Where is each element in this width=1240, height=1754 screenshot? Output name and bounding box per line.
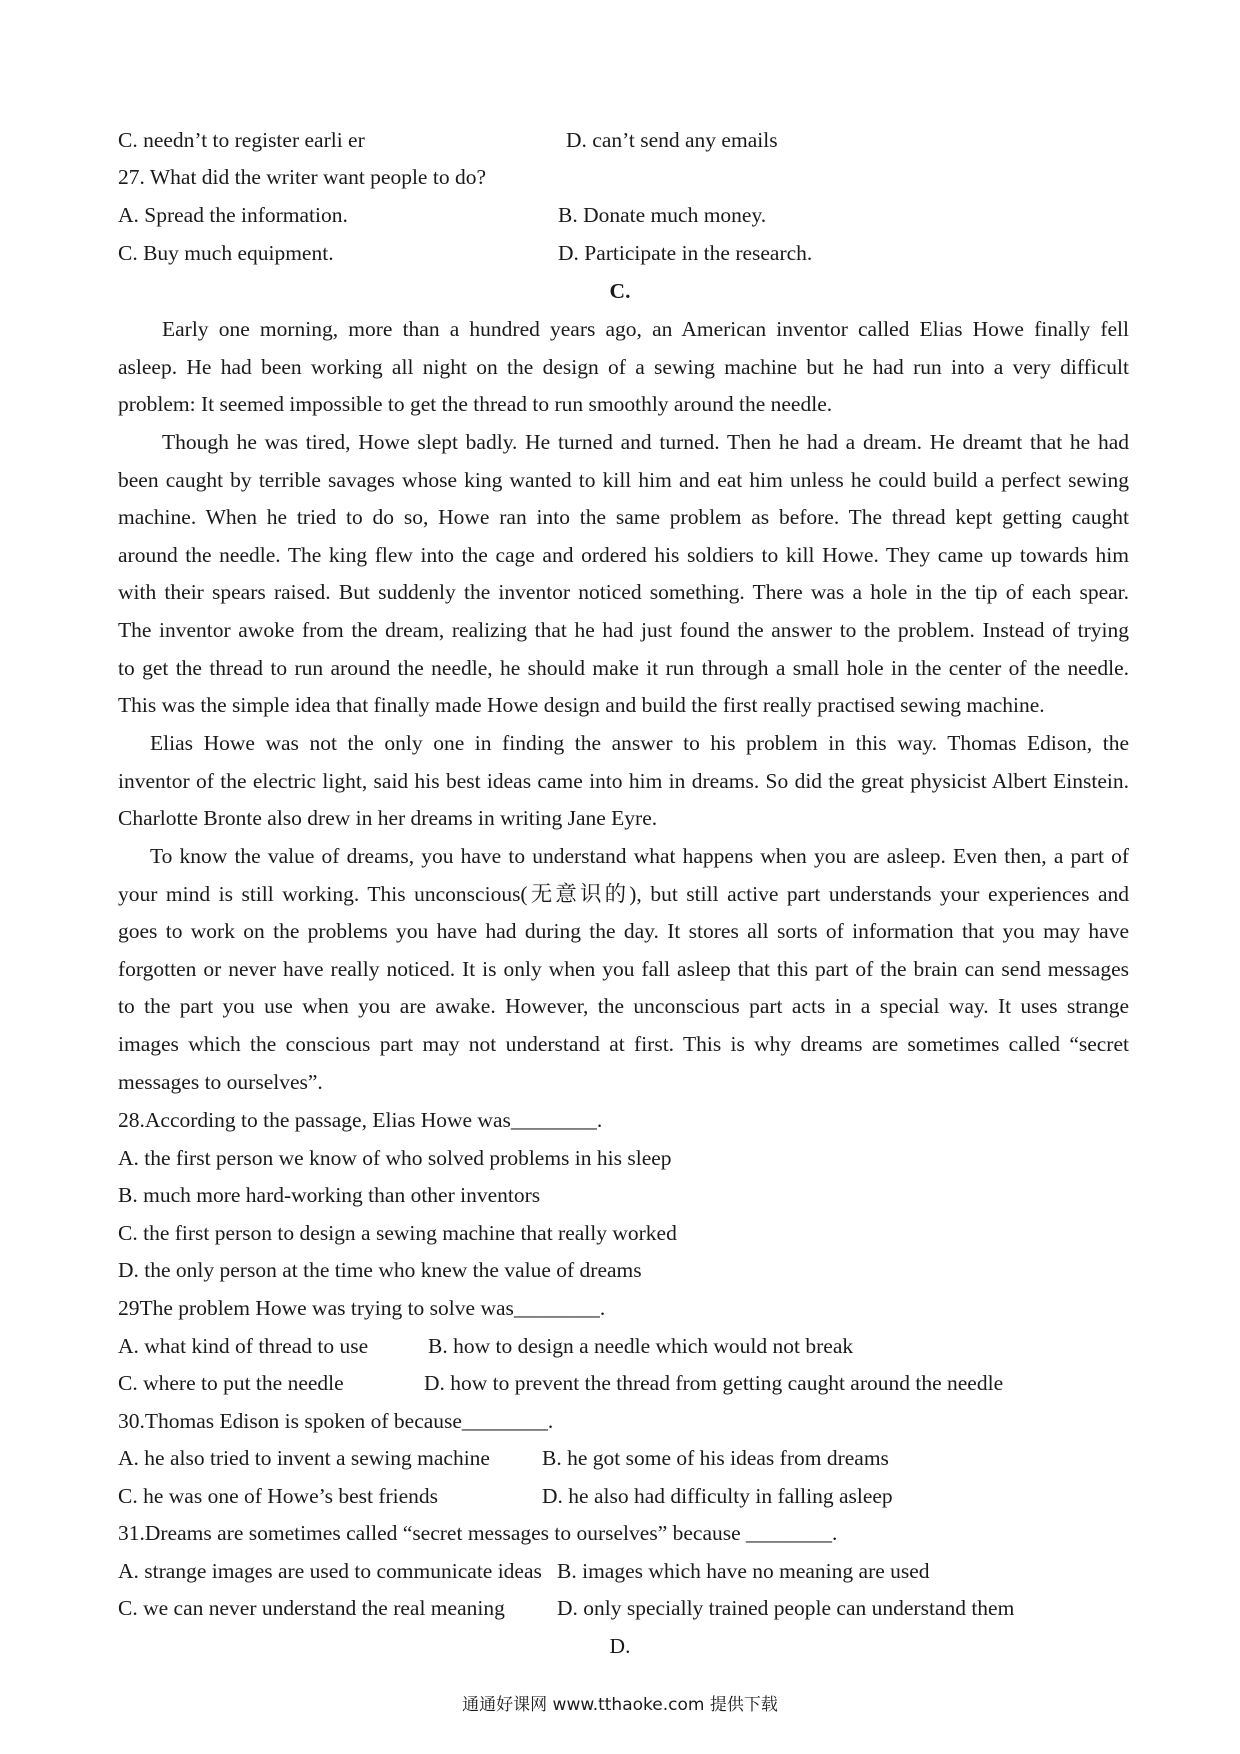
q28-stem: 28.According to the passage, Elias Howe was________. — [118, 1108, 603, 1132]
q27-option-a: A. Spread the information. — [118, 203, 348, 227]
passage-line: images which the conscious part may not understand at first. This is why dreams are sometimes called “secret — [118, 1031, 1129, 1056]
passage-paragraph-2 — [118, 424, 1129, 725]
passage-line: This was the simple idea that finally made Howe design and build the first really practised sewing machine. — [118, 693, 1045, 718]
passage-line: to get the thread to run around the needle, he should make it run through a small hole in the center of the needle. — [118, 655, 1129, 680]
q31-option-c: C. we can never understand the real meaning — [118, 1596, 505, 1620]
passage-line: goes to work on the problems you have had during the day. It stores all sorts of information that you may have — [118, 919, 1129, 944]
q27-option-b: B. Donate much money. — [558, 203, 767, 227]
q31-stem: 31.Dreams are sometimes called “secret messages to ourselves” because ________. — [118, 1521, 838, 1545]
q30-option-d: D. he also had difficulty in falling asleep — [542, 1484, 893, 1508]
footer-download-note: 通通好课网 www.tthaoke.com 提供下载 — [462, 1695, 778, 1715]
q30-option-a: A. he also tried to invent a sewing machine — [118, 1446, 490, 1470]
section-d-heading: D. — [609, 1634, 631, 1658]
q28-option-d: D. the only person at the time who knew the value of dreams — [118, 1258, 642, 1282]
q29-stem: 29The problem Howe was trying to solve was________. — [118, 1296, 606, 1320]
passage-paragraph-4 — [118, 838, 1129, 1101]
q29-option-b: B. how to design a needle which would not break — [428, 1334, 854, 1358]
passage-line: with their spears raised. But suddenly the inventor noticed something. There was a hole in the tip of each spear. — [118, 580, 1129, 605]
passage-line: messages to ourselves”. — [118, 1069, 323, 1094]
q29-option-d: D. how to prevent the thread from getting caught around the needle — [424, 1371, 1004, 1395]
passage-line: inventor of the electric light, said his best ideas came into him in dreams. So did the great physicist Albert Einstein. — [118, 768, 1129, 793]
q30-option-c: C. he was one of Howe’s best friends — [118, 1484, 439, 1508]
q28-option-b: B. much more hard-working than other inventors — [118, 1183, 541, 1207]
passage-line: Charlotte Bronte also drew in her dreams in writing Jane Eyre. — [118, 806, 658, 831]
passage-line: around the needle. The king flew into the cage and ordered his soldiers to kill Howe. They came up towards him — [118, 542, 1129, 567]
passage-line: to the part you use when you are awake. However, the unconscious part acts in a special way. It uses strange — [118, 994, 1129, 1019]
q30-stem: 30.Thomas Edison is spoken of because________. — [118, 1409, 554, 1433]
q31-option-b: B. images which have no meaning are used — [557, 1559, 930, 1583]
section-c-heading: C. — [609, 279, 631, 303]
passage-paragraph-3 — [118, 725, 1129, 838]
q27-option-c: C. Buy much equipment. — [118, 241, 334, 265]
passage-line: The inventor awoke from the dream, realizing that he had just found the answer to the problem. Instead of trying — [118, 617, 1129, 642]
passage-line: Elias Howe was not the only one in finding the answer to his problem in this way. Thomas Edison, the — [150, 731, 1129, 755]
passage-line: forgotten or never have really noticed. It is only when you fall asleep that this part of the brain can send messages — [118, 956, 1129, 981]
passage-line: your mind is still working. This unconscious(无意识的), but still active part understands your experiences and — [118, 881, 1129, 906]
passage-line: problem: It seemed impossible to get the thread to run smoothly around the needle. — [118, 392, 833, 417]
passage-line: asleep. He had been working all night on the design of a sewing machine but he had run into a very difficult — [118, 354, 1129, 379]
q28-option-c: C. the first person to design a sewing machine that really worked — [118, 1221, 677, 1245]
q29-option-c: C. where to put the needle — [118, 1371, 344, 1395]
q26-option-c: C. needn’t to register earli er — [118, 128, 365, 152]
q30-option-b: B. he got some of his ideas from dreams — [542, 1446, 889, 1470]
q26-option-d: D. can’t send any emails — [566, 128, 778, 152]
passage-line: machine. When he tried to do so, Howe ran into the same problem as before. The thread kept getting caught — [118, 505, 1129, 530]
q31-option-d: D. only specially trained people can understand them — [557, 1596, 1015, 1620]
q28-option-a: A. the first person we know of who solved problems in his sleep — [118, 1146, 672, 1170]
q27-option-d: D. Participate in the research. — [558, 241, 813, 265]
q31-option-a: A. strange images are used to communicate ideas — [118, 1559, 542, 1583]
passage-line: Early one morning, more than a hundred years ago, an American inventor called Elias Howe finally fell — [162, 317, 1129, 341]
passage-paragraph-1 — [118, 311, 1129, 424]
q29-option-a: A. what kind of thread to use — [118, 1334, 369, 1358]
q27-stem: 27. What did the writer want people to do? — [118, 165, 486, 189]
passage-line: Though he was tired, Howe slept badly. He turned and turned. Then he had a dream. He dreamt that he had — [162, 430, 1129, 454]
passage-line: To know the value of dreams, you have to understand what happens when you are asleep. Even then, a part of — [150, 844, 1129, 868]
passage-line: been caught by terrible savages whose king wanted to kill him and eat him unless he could build a perfect sewing — [118, 467, 1129, 492]
